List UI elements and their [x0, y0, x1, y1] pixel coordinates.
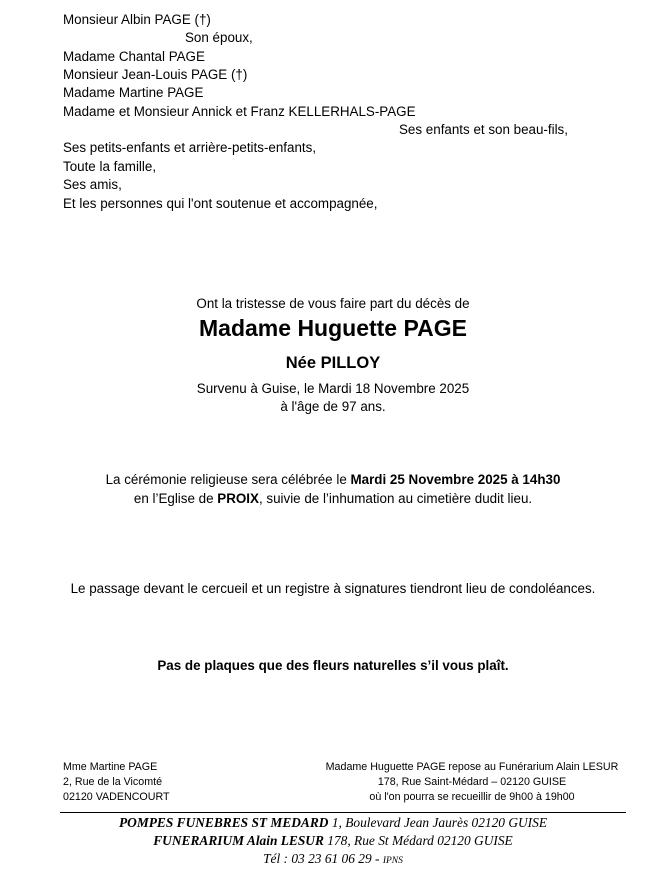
- family-line-friends: Ses amis,: [63, 177, 122, 192]
- repose-line-2: 178, Rue Saint-Médard – 02120 GUISE: [377, 776, 567, 788]
- family-role-husband: Son époux,: [185, 30, 253, 45]
- maiden-label: Née: [285, 354, 321, 372]
- family-line-child-1: Madame Chantal PAGE: [63, 49, 205, 64]
- ceremony-text: La cérémonie religieuse sera célébrée le: [105, 472, 351, 487]
- family-role-children: Ses enfants et son beau-fils,: [399, 122, 568, 137]
- ceremony-church-pre: en l’Eglise de: [133, 491, 218, 506]
- footer-funerarium-address: 178, Rue St Médard 02120 GUISE: [323, 833, 513, 848]
- ceremony-datetime: Mardi 25 Novembre 2025 à 14h30: [350, 472, 561, 487]
- footer-funerarium: FUNERARIUM Alain LESUR: [153, 833, 324, 848]
- announcement-intro: Ont la tristesse de vous faire part du décès de: [196, 296, 470, 311]
- contact-left-street: 2, Rue de la Vicomté: [63, 776, 163, 788]
- family-line-supporters: Et les personnes qui l'ont soutenue et accompagnée,: [63, 196, 378, 211]
- deceased-name: Madame Huguette PAGE: [199, 315, 467, 341]
- maiden-name: [0, 354, 666, 373]
- family-line-child-2: Monsieur Jean-Louis PAGE (†): [63, 67, 248, 82]
- ceremony-line-2: [0, 490, 666, 508]
- ceremony-church-place: PROIX: [217, 491, 259, 506]
- repose-line-1: Madame Huguette PAGE repose au Funérarium Alain LESUR: [325, 761, 619, 773]
- flowers-note: Pas de plaques que des fleurs naturelles s’il vous plaît.: [157, 658, 509, 673]
- contact-left-name: Mme Martine PAGE: [63, 761, 158, 773]
- footer-line-2: [0, 833, 666, 849]
- death-age: à l'âge de 97 ans.: [280, 399, 386, 414]
- maiden-surname: PILLOY: [320, 354, 381, 372]
- footer-company: POMPES FUNEBRES ST MEDARD: [118, 815, 329, 830]
- contact-left-city: 02120 VADENCOURT: [63, 791, 170, 803]
- family-line-child-3: Madame Martine PAGE: [63, 85, 204, 100]
- footer-ipns: IPNS: [382, 856, 403, 866]
- footer-line-1: [0, 815, 666, 831]
- family-line-husband: Monsieur Albin PAGE (†): [63, 12, 211, 27]
- footer-phone: Tél : 03 23 61 06 29 -: [263, 851, 383, 866]
- ceremony-line-1: [0, 471, 666, 489]
- condolences-note: Le passage devant le cercueil et un registre à signatures tiendront lieu de condoléances.: [70, 581, 596, 596]
- family-line-all-family: Toute la famille,: [63, 159, 157, 174]
- footer-company-address: 1, Boulevard Jean Jaurès 02120 GUISE: [328, 815, 548, 830]
- family-line-child-4: Madame et Monsieur Annick et Franz KELLERHALS-PAGE: [63, 104, 416, 119]
- death-place-date: Survenu à Guise, le Mardi 18 Novembre 2025: [196, 381, 470, 396]
- ceremony-church-post: , suivie de l’inhumation au cimetière dudit lieu.: [258, 491, 533, 506]
- family-line-grandchildren: Ses petits-enfants et arrière-petits-enfants,: [63, 140, 317, 155]
- repose-line-3: où l'on pourra se recueillir de 9h00 à 19h00: [369, 791, 575, 803]
- footer-line-3: [0, 851, 666, 867]
- footer-divider: [60, 812, 626, 813]
